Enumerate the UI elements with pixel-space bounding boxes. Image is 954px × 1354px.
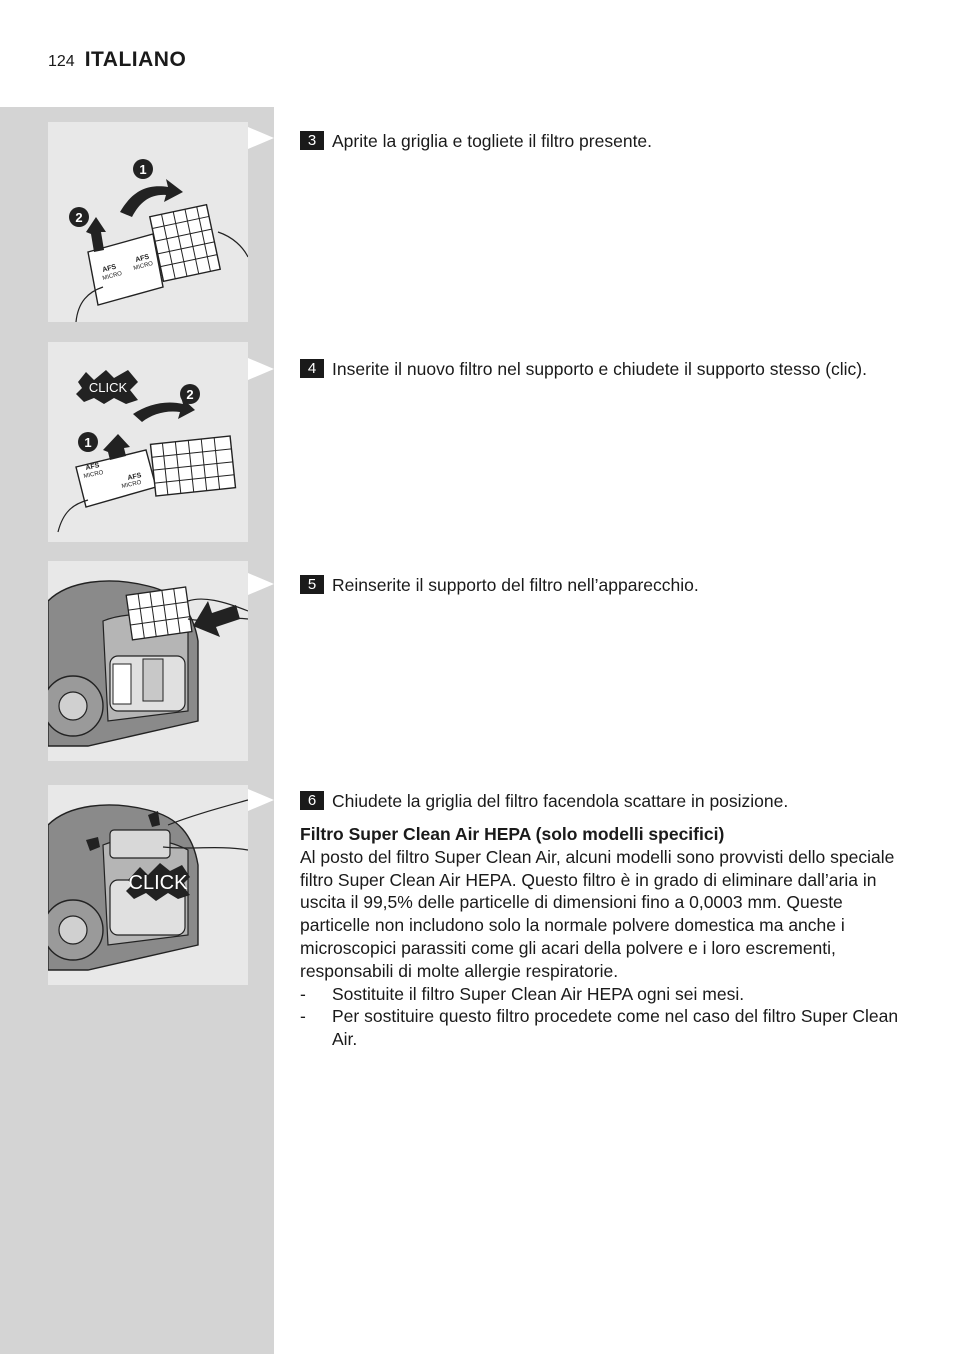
step-text: Reinserite il supporto del filtro nell’apparecchio.: [332, 575, 699, 595]
step-6: [300, 790, 900, 812]
section-paragraph: Al posto del filtro Super Clean Air, alcuni modelli sono provvisti dello speciale filtro Super Clean Air HEPA. Questo filtro è in grado di eliminare dall’aria in uscita il 99,5% delle particelle di dimensioni fino a 0,0003 mm. Queste particelle non includono solo la normale polvere domestica ma anche i microscopici parassiti come gli acari della polvere e i loro escrementi, responsabili di molte allergie respiratorie.: [300, 846, 895, 981]
figure-pointer: [248, 573, 274, 595]
figure-insert-filter: [48, 342, 248, 542]
bullet-text: Per sostituire questo filtro procedete come nel caso del filtro Super Clean Air.: [332, 1006, 899, 1050]
svg-text:AFS: AFS: [101, 263, 118, 274]
figure-pointer: [248, 358, 274, 380]
insert-filter-illustration: [48, 342, 248, 542]
step-number: 3: [300, 131, 324, 150]
step-text: Inserite il nuovo filtro nel supporto e chiudete il supporto stesso (clic).: [332, 359, 867, 379]
svg-text:1: 1: [84, 435, 92, 450]
hepa-section: [300, 823, 900, 1051]
svg-text:MICRO: MICRO: [101, 270, 123, 282]
reinsert-holder-illustration: [48, 561, 248, 761]
bullet-item: [300, 983, 900, 1006]
close-grille-illustration: [48, 785, 248, 985]
arrow-icon: [193, 601, 240, 637]
svg-text:CLICK: CLICK: [88, 380, 128, 395]
step-text: Aprite la griglia e togliete il filtro presente.: [332, 131, 653, 151]
figure-pointer: [248, 127, 274, 149]
step-5: [300, 574, 900, 596]
svg-text:MICRO: MICRO: [83, 469, 104, 480]
step-number: 4: [300, 359, 324, 378]
svg-text:1: 1: [139, 162, 147, 177]
bullet-text: Sostituite il filtro Super Clean Air HEPA ogni sei mesi.: [332, 983, 745, 1004]
bullet-item: [300, 1005, 900, 1051]
page-header: [48, 48, 186, 76]
page-number: 124: [48, 53, 75, 70]
bullet-marker: -: [300, 1006, 306, 1027]
step-text: Chiudete la griglia del filtro facendola scattare in posizione.: [332, 791, 789, 811]
step-3: [300, 130, 900, 152]
svg-text:MICRO: MICRO: [132, 260, 154, 272]
svg-text:2: 2: [186, 387, 194, 402]
svg-text:CLICK: CLICK: [128, 872, 188, 894]
svg-text:AFS: AFS: [84, 462, 101, 472]
svg-text:AFS: AFS: [126, 472, 143, 482]
remove-filter-illustration: [48, 122, 248, 322]
step-4: [300, 358, 900, 380]
bullet-marker: -: [300, 983, 306, 1004]
svg-text:AFS: AFS: [134, 253, 151, 264]
step-number: 5: [300, 575, 324, 594]
section-title: Filtro Super Clean Air HEPA (solo modelli specifici): [300, 824, 725, 844]
svg-text:MICRO: MICRO: [121, 479, 142, 490]
language-heading: ITALIANO: [84, 48, 187, 71]
figure-remove-filter: [48, 122, 248, 322]
figure-close-grille: [48, 785, 248, 985]
figure-reinsert-holder: [48, 561, 248, 761]
figure-pointer: [248, 789, 274, 811]
svg-text:2: 2: [75, 210, 83, 225]
step-number: 6: [300, 791, 324, 810]
